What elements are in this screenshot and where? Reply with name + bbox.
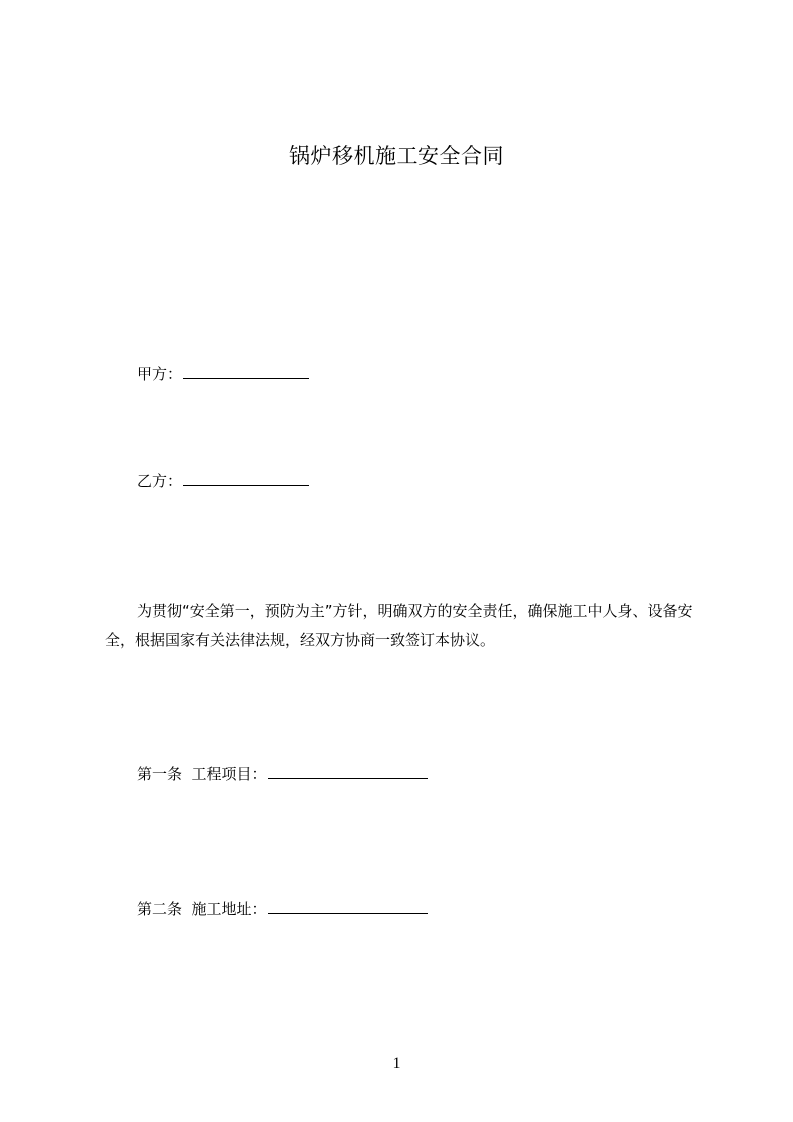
article-2-line [137,897,428,919]
page-number: 1 [392,1055,401,1072]
article-1-blank[interactable] [268,762,428,779]
article-2-label: 第二条 施工地址： [137,900,267,918]
document-title: 锅炉移机施工安全合同 [289,144,504,168]
party-b-line [137,469,309,491]
party-b-label: 乙方： [137,472,183,490]
article-1-line [137,762,428,784]
party-a-line [137,362,309,384]
party-a-label: 甲方： [137,365,183,383]
party-a-blank[interactable] [183,362,309,379]
preamble-paragraph: 为贯彻“安全第一，预防为主”方针，明确双方的安全责任，确保施工中人身、设备安全，根据国家有关法律法规，经双方协商一致签订本协议。 [105,602,693,649]
article-1-label: 第一条 工程项目： [137,765,267,783]
article-2-blank[interactable] [268,897,428,914]
party-b-blank[interactable] [183,469,309,486]
